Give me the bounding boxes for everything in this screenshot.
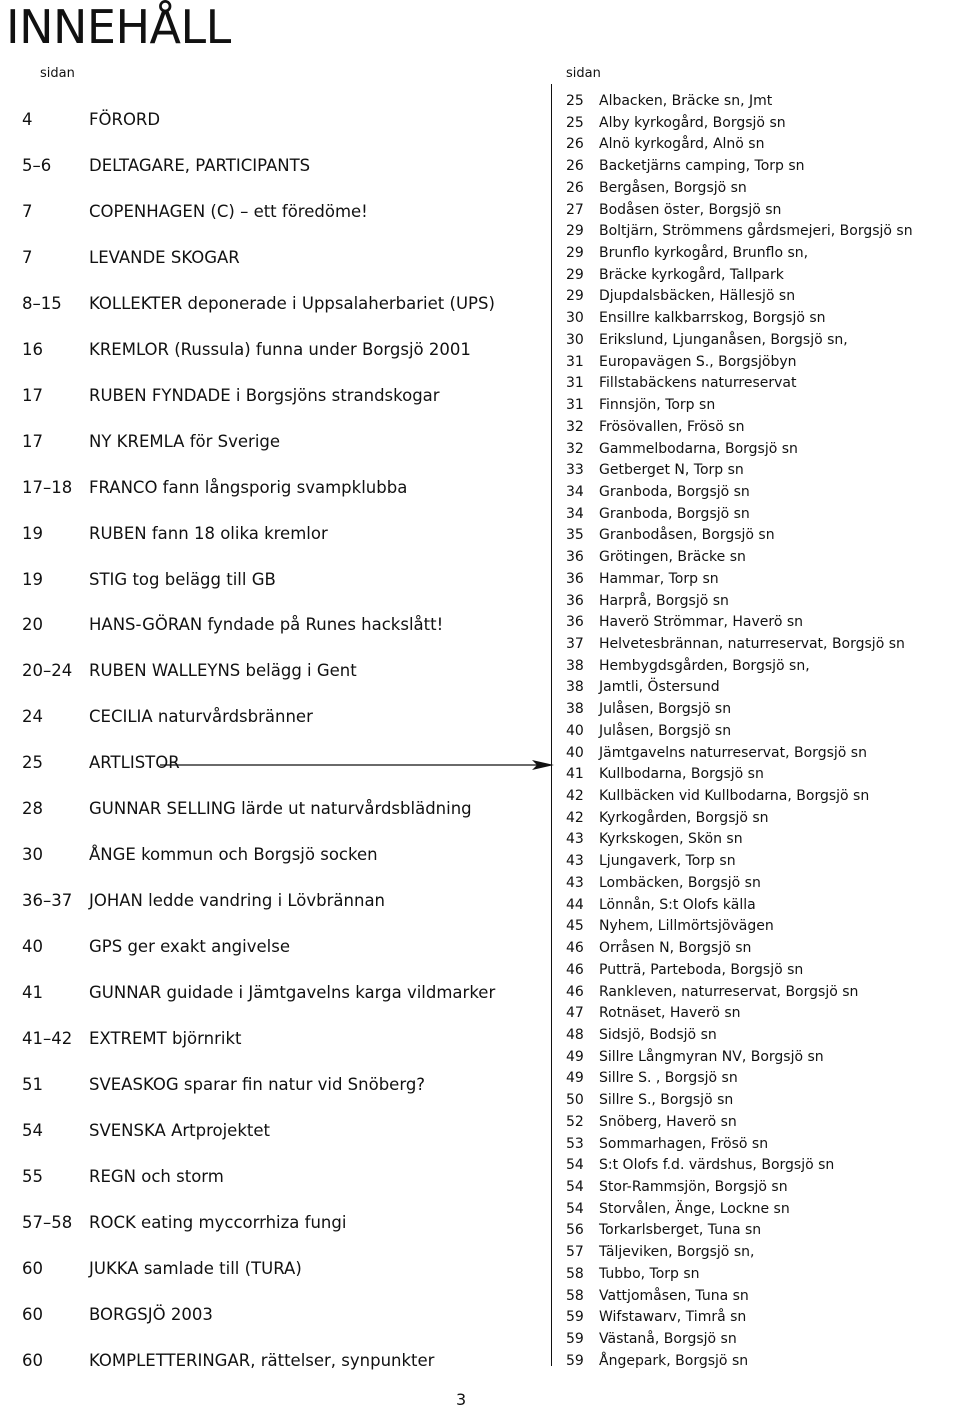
locality-entry-page: 58	[566, 1287, 584, 1304]
locality-entry-page: 31	[566, 375, 584, 392]
locality-entry-name: Västanå, Borgsjö sn	[599, 1331, 737, 1348]
contents-entry-page: 4	[22, 110, 33, 129]
locality-entry-page: 25	[566, 114, 584, 131]
contents-entry-page: 7	[22, 201, 33, 221]
locality-entry-name: Ångepark, Borgsjö sn	[599, 1352, 749, 1369]
locality-entry-page: 43	[566, 853, 584, 870]
contents-entry-title: JUKKA samlade till (TURA)	[89, 1258, 302, 1278]
locality-entry-page: 29	[566, 288, 584, 305]
contents-entry-page: 16	[22, 339, 43, 359]
locality-entry-name: Boltjärn, Strömmens gårdsmejeri, Borgsjö sn	[599, 223, 913, 240]
locality-entry-name: Lombäcken, Borgsjö sn	[599, 874, 761, 891]
locality-entry-page: 57	[566, 1244, 584, 1261]
contents-entry-page: 17	[22, 431, 43, 451]
contents-entry-page: 41	[22, 983, 43, 1003]
locality-entry-page: 40	[566, 744, 584, 761]
locality-entry-name: Granboda, Borgsjö sn	[599, 505, 750, 522]
contents-entry-page: 60	[22, 1350, 43, 1370]
locality-entry-name: Alnö kyrkogård, Alnö sn	[599, 136, 765, 153]
locality-entry-name: Kyrkskogen, Skön sn	[599, 831, 743, 848]
locality-entry-name: Vattjomåsen, Tuna sn	[599, 1287, 749, 1304]
contents-entry-title: RUBEN FYNDADE i Borgsjöns strandskogar	[89, 385, 440, 405]
locality-entry-page: 36	[566, 614, 584, 631]
contents-entry-page: 51	[22, 1074, 43, 1094]
locality-entry-page: 46	[566, 983, 584, 1000]
locality-entry-name: Finnsjön, Torp sn	[599, 397, 716, 414]
locality-entry-page: 54	[566, 1157, 584, 1174]
locality-entry-name: Rotnäset, Haverö sn	[599, 1005, 741, 1022]
page-column-label: sidan	[40, 66, 75, 81]
locality-entry-name: Stor-Rammsjön, Borgsjö sn	[599, 1179, 788, 1195]
locality-entry-name: Djupdalsbäcken, Hällesjö sn	[599, 288, 796, 305]
locality-entry-name: Granboda, Borgsjö sn	[599, 483, 750, 500]
locality-entry-name: Fillstabäckens naturreservat	[599, 375, 797, 392]
contents-entry-title: KOLLEKTER deponerade i Uppsalaherbariet (UPS)	[89, 293, 495, 313]
locality-entry-page: 34	[566, 483, 584, 500]
locality-entry-page: 32	[566, 418, 584, 435]
locality-entry-name: Bergåsen, Borgsjö sn	[599, 179, 747, 196]
locality-entry-page: 46	[566, 961, 584, 978]
locality-entry-page: 29	[566, 223, 584, 240]
locality-entry-name: Tubbo, Torp sn	[599, 1265, 700, 1282]
locality-entry-page: 37	[566, 636, 584, 652]
contents-entry-title: GUNNAR guidade i Jämtgavelns karga vildmarker	[89, 983, 496, 1003]
locality-entry-page: 49	[566, 1070, 584, 1087]
locality-entry-page: 44	[566, 896, 584, 913]
locality-entry-name: Torkarlsberget, Tuna sn	[599, 1222, 762, 1239]
locality-entry-page: 26	[566, 136, 584, 153]
locality-entry-name: Ljungaverk, Torp sn	[599, 853, 736, 870]
locality-entry-name: Kyrkogården, Borgsjö sn	[599, 809, 769, 826]
locality-entry-name: Bräcke kyrkogård, Tallpark	[599, 266, 784, 283]
contents-entry-title: NY KREMLA för Sverige	[89, 431, 281, 451]
locality-entry-name: Sommarhagen, Frösö sn	[599, 1135, 769, 1152]
locality-entry-page: 38	[566, 679, 584, 696]
contents-entry-title: DELTAGARE, PARTICIPANTS	[89, 155, 311, 175]
locality-entry-page: 29	[566, 245, 584, 262]
locality-entry-name: Helvetesbrännan, naturreservat, Borgsjö sn	[599, 636, 905, 652]
locality-entry-name: Nyhem, Lillmörtsjövägen	[599, 918, 774, 935]
contents-entry-title: KOMPLETTERINGAR, rättelser, synpunkter	[89, 1350, 435, 1370]
locality-entry-page: 43	[566, 874, 584, 891]
contents-entry-page: 17	[22, 385, 43, 405]
locality-entry-name: Frösövallen, Frösö sn	[599, 418, 745, 435]
locality-entry-name: Harprå, Borgsjö sn	[599, 592, 729, 609]
locality-entry-name: Lönnån, S:t Olofs källa	[599, 896, 756, 913]
contents-entry-page: 19	[22, 569, 43, 589]
contents-entry-page: 7	[22, 247, 33, 267]
contents-entry-title: FRANCO fann långsporig svampklubba	[89, 477, 408, 497]
contents-entry-page: 28	[22, 799, 43, 819]
locality-entry-page: 54	[566, 1179, 584, 1195]
contents-entry-title: RUBEN WALLEYNS belägg i Gent	[89, 661, 357, 681]
locality-entry-page: 35	[566, 527, 584, 544]
locality-entry-page: 38	[566, 657, 584, 674]
locality-entry-page: 47	[566, 1005, 584, 1022]
contents-entry-title: RUBEN fann 18 olika kremlor	[89, 523, 328, 543]
locality-entry-page: 59	[566, 1352, 584, 1369]
locality-entry-page: 50	[566, 1092, 584, 1109]
locality-entry-page: 48	[566, 1026, 584, 1043]
locality-entry-page: 36	[566, 592, 584, 609]
locality-entry-name: Kullbäcken vid Kullbodarna, Borgsjö sn	[599, 788, 870, 805]
contents-entry-page: 19	[22, 523, 43, 543]
locality-entry-name: Jämtgavelns naturreservat, Borgsjö sn	[599, 744, 867, 761]
contents-entry-title: BORGSJÖ 2003	[89, 1304, 213, 1324]
locality-entry-page: 59	[566, 1331, 584, 1348]
locality-entry-name: Granbodåsen, Borgsjö sn	[599, 527, 775, 544]
contents-entry-title: JOHAN ledde vandring i Lövbrännan	[89, 891, 386, 911]
locality-entry-name: Sillre S., Borgsjö sn	[599, 1092, 734, 1109]
page-number: 3	[456, 1390, 467, 1409]
contents-entry-title: EXTREMT björnrikt	[89, 1029, 242, 1048]
locality-entry-page: 33	[566, 462, 584, 479]
locality-entry-name: Sillre S. , Borgsjö sn	[599, 1070, 738, 1087]
locality-entry-page: 41	[566, 766, 584, 783]
locality-entry-page: 36	[566, 570, 584, 587]
locality-entry-page: 29	[566, 266, 584, 283]
contents-entry-title: STIG tog belägg till GB	[89, 569, 276, 589]
locality-entry-page: 30	[566, 310, 584, 327]
contents-entry-title: CECILIA naturvårdsbränner	[89, 707, 313, 727]
locality-entry-name: Gammelbodarna, Borgsjö sn	[599, 440, 798, 457]
locality-entry-name: Hammar, Torp sn	[599, 570, 719, 587]
locality-entry-name: Bodåsen öster, Borgsjö sn	[599, 201, 782, 218]
contents-entry-title: ÅNGE kommun och Borgsjö socken	[89, 845, 378, 865]
contents-entry-title: KREMLOR (Russula) funna under Borgsjö 2001	[89, 339, 471, 359]
locality-entry-name: Erikslund, Ljunganåsen, Borgsjö sn,	[599, 331, 848, 348]
locality-entry-name: Albacken, Bräcke sn, Jmt	[599, 93, 773, 109]
contents-entry-page: 60	[22, 1258, 43, 1278]
locality-entry-page: 27	[566, 201, 584, 218]
locality-entry-page: 30	[566, 331, 584, 348]
contents-entry-title: SVENSKA Artprojektet	[89, 1120, 270, 1140]
locality-entry-page: 31	[566, 353, 584, 370]
contents-entry-page: 40	[22, 937, 43, 957]
contents-entry-title: REGN och storm	[89, 1166, 224, 1186]
contents-entry-title: COPENHAGEN (C) – ett föredöme!	[89, 201, 368, 221]
locality-entry-name: Haverö Strömmar, Haverö sn	[599, 614, 804, 631]
locality-entry-page: 36	[566, 549, 584, 566]
contents-entry-page: 30	[22, 845, 43, 865]
contents-entry-title: HANS-GÖRAN fyndade på Runes hackslått!	[89, 615, 444, 635]
locality-entry-page: 26	[566, 179, 584, 196]
locality-entry-name: Backetjärns camping, Torp sn	[599, 158, 805, 175]
locality-entry-name: Europavägen S., Borgsjöbyn	[599, 353, 797, 370]
contents-entry-title: ARTLISTOR	[89, 753, 180, 773]
locality-entry-name: Hembygdsgården, Borgsjö sn,	[599, 657, 810, 674]
locality-entry-page: 43	[566, 831, 584, 848]
locality-entry-page: 52	[566, 1113, 584, 1130]
locality-entry-name: Wifstawarv, Timrå sn	[599, 1309, 747, 1326]
locality-entry-page: 38	[566, 701, 584, 718]
locality-entry-page: 42	[566, 788, 584, 805]
locality-entry-page: 49	[566, 1048, 584, 1065]
locality-entry-page: 53	[566, 1135, 584, 1152]
locality-entry-name: Getberget N, Torp sn	[599, 462, 744, 479]
locality-entry-page: 40	[566, 722, 584, 739]
contents-entry-title: LEVANDE SKOGAR	[89, 247, 240, 267]
contents-entry-page: 20	[22, 615, 43, 635]
contents-entry-page: 36–37	[22, 891, 73, 911]
locality-entry-page: 54	[566, 1200, 584, 1217]
page-column-label-localities: sidan	[566, 66, 601, 81]
locality-entry-name: Jamtli, Östersund	[599, 679, 720, 696]
locality-entry-name: Sillre Långmyran NV, Borgsjö sn	[599, 1048, 824, 1065]
locality-entry-page: 46	[566, 940, 584, 957]
locality-entry-name: Ensillre kalkbarrskog, Borgsjö sn	[599, 310, 826, 327]
locality-entry-page: 26	[566, 158, 584, 175]
contents-entry-page: 41–42	[22, 1029, 73, 1048]
contents-entry-page: 17–18	[22, 477, 73, 497]
locality-entry-name: Julåsen, Borgsjö sn	[599, 722, 732, 739]
locality-entry-name: Putträ, Parteboda, Borgsjö sn	[599, 961, 804, 978]
contents-entry-page: 54	[22, 1120, 43, 1140]
locality-entry-name: Kullbodarna, Borgsjö sn	[599, 766, 764, 783]
contents-entry-title: ROCK eating myccorrhiza fungi	[89, 1212, 347, 1232]
locality-entry-name: Julåsen, Borgsjö sn	[599, 701, 732, 718]
contents-entry-title: SVEASKOG sparar fin natur vid Snöberg?	[89, 1074, 426, 1094]
contents-entry-page: 5–6	[22, 155, 52, 175]
contents-entry-title: GPS ger exakt angivelse	[89, 937, 290, 957]
locality-entry-name: Brunflo kyrkogård, Brunflo sn,	[599, 245, 809, 262]
locality-entry-name: Sidsjö, Bodsjö sn	[599, 1026, 717, 1043]
contents-entry-page: 24	[22, 707, 43, 727]
contents-entry-title: FÖRORD	[89, 110, 161, 129]
contents-entry-page: 25	[22, 753, 43, 773]
locality-entry-name: Snöberg, Haverö sn	[599, 1113, 737, 1130]
contents-entry-page: 55	[22, 1166, 43, 1186]
contents-entry-title: GUNNAR SELLING lärde ut naturvårdsblädning	[89, 799, 472, 819]
contents-entry-page: 60	[22, 1304, 43, 1324]
locality-entry-name: Grötingen, Bräcke sn	[599, 549, 746, 566]
contents-entry-page: 8–15	[22, 293, 62, 313]
locality-entry-page: 32	[566, 440, 584, 457]
locality-entry-name: Alby kyrkogård, Borgsjö sn	[599, 114, 786, 131]
page-title: INNEHÅLL	[6, 0, 231, 54]
locality-entry-page: 25	[566, 93, 584, 109]
contents-entry-page: 57–58	[22, 1212, 73, 1232]
locality-entry-page: 45	[566, 918, 584, 935]
locality-entry-page: 42	[566, 809, 584, 826]
locality-entry-page: 58	[566, 1265, 584, 1282]
locality-entry-name: Rankleven, naturreservat, Borgsjö sn	[599, 983, 859, 1000]
contents-entry-page: 20–24	[22, 661, 73, 681]
locality-entry-page: 31	[566, 397, 584, 414]
locality-entry-page: 34	[566, 505, 584, 522]
locality-entry-name: S:t Olofs f.d. värdshus, Borgsjö sn	[599, 1157, 835, 1174]
locality-entry-name: Storvålen, Änge, Lockne sn	[599, 1200, 790, 1217]
locality-entry-name: Täljeviken, Borgsjö sn,	[599, 1244, 755, 1261]
locality-entry-page: 59	[566, 1309, 584, 1326]
locality-entry-page: 56	[566, 1222, 584, 1239]
locality-entry-name: Orråsen N, Borgsjö sn	[599, 940, 752, 957]
